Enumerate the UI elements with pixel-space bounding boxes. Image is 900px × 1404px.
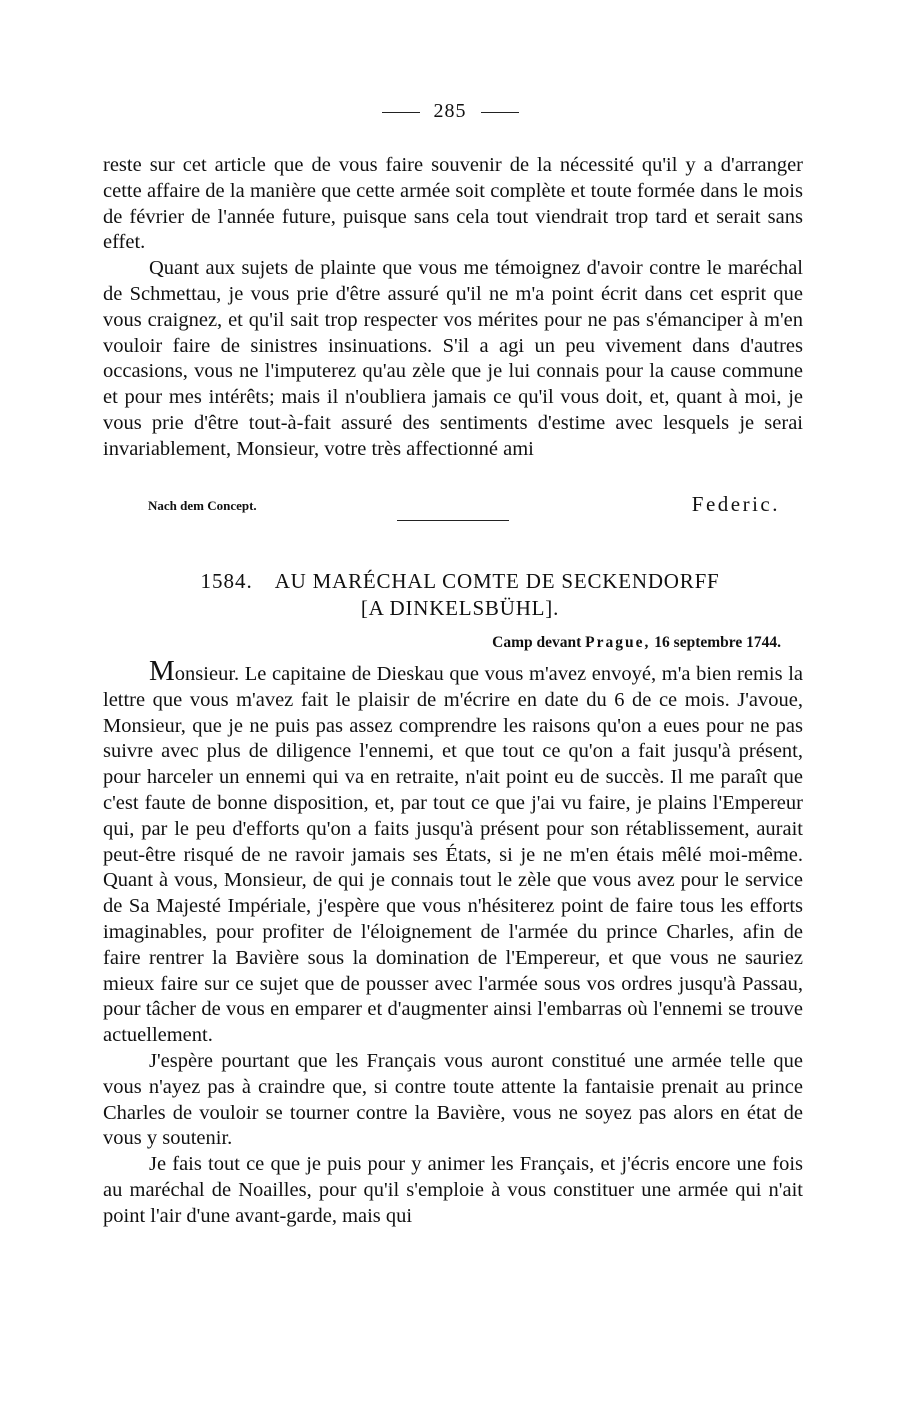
- letter-number: 1584.: [200, 569, 253, 593]
- header-dash-left: [382, 112, 420, 113]
- dateline-date: 16 septembre 1744.: [654, 634, 781, 651]
- section-divider: [397, 520, 509, 521]
- letter-paragraph-3: Je fais tout ce que je puis pour y animer les Français, et j'écris encore une fois au maréchal de Noailles, pour qu'il s'emploie à vous constituer une armée qui n'ait point l'air d'une avant-garde, mais qui: [103, 1153, 803, 1227]
- letter-paragraph-2: J'espère pourtant que les Français vous auront constitué une armée telle que vous n'ayez pas à craindre que, si contre toute attente la fantaisie prenait au prince Charles de vouloir se tourner contre la Bavière, vous ne soyez pas alors en état de vous y soutenir.: [103, 1049, 803, 1150]
- letter-heading: [100, 568, 820, 622]
- letter-paragraph-1: [103, 655, 804, 1049]
- letter-body: [103, 655, 804, 1230]
- salutation-rest: onsieur.: [174, 663, 240, 685]
- source-note: Nach dem Concept.: [148, 498, 257, 513]
- salutation-initial: M: [149, 655, 175, 687]
- previous-letter-text: [103, 153, 803, 463]
- page-number: 285: [433, 100, 467, 122]
- signature: Federic.: [691, 492, 780, 516]
- signature-line: [148, 492, 780, 522]
- opening-paragraph: reste sur cet article que de vous faire souvenir de la nécessité qu'il y a d'arranger cette affaire de la manière que cette armée soit complète et toute formée dans le mois de février de l'année future, puisque sans cela tout viendrait trop tard et serait sans effet.: [103, 154, 803, 254]
- letter-heading-line2: [A DINKELSBÜHL].: [360, 596, 560, 620]
- dateline-place: Prague,: [585, 634, 651, 651]
- letter-heading-line1: [100, 568, 820, 595]
- letter-paragraph-1-text: Le capitaine de Dieskau que vous m'avez envoyé, m'a bien remis la lettre que vous m'avez fait le plaisir de m'écrire en date du 6 de ce mois. J'avoue, Monsieur, que je ne puis pas assez comprendre les raisons qu'on a eues pour ne pas suivre avec plus de diligence l'ennemi, et que tout ce qu'on a fait jusqu'à présent, pour harceler un ennemi qui va en retraite, n'ait point eu de succès. Il me paraît que c'est faute de bonne disposition, et, par tout ce que j'ai vu faire, je plains l'Empereur qui, par le peu d'efforts qu'on a faits jusqu'à présent pour son rétablissement, aurait peut-être risqué de ne ravoir jamais ses États, si je ne m'en étais mêlé moi-même. Quant à vous, Monsieur, de qui je connais tout le zèle que vous avez pour le service de Sa Majesté Impériale, j'espère que vous n'hésiterez point de faire tous les efforts imaginables, pour profiter de l'éloignement de l'armée du prince Charles, afin de faire rentrer la Bavière sous la domination de l'Empereur, et que vous ne sauriez mieux faire sur ce sujet que de pousser avec l'armée sous vos ordres jusqu'à Passau, pour tâcher de vous en emparer et d'augmenter ainsi l'embarras où l'ennemi se trouve actuellement.: [103, 663, 804, 1047]
- page-number-header: [0, 100, 900, 123]
- header-dash-right: [481, 112, 519, 113]
- closing-paragraph: Quant aux sujets de plainte que vous me témoignez d'avoir contre le maréchal de Schmettau, je vous prie d'être assuré qu'il ne m'a point écrit dans cet esprit que vous craignez, et qu'il sait trop respecter vos mérites pour ne pas s'émanciper à m'en vouloir faire de sinistres insinuations. S'il a agi un peu vivement dans d'autres occasions, vous ne l'imputerez qu'au zèle que je lui connais pour la cause commune et pour mes intérêts; mais il n'oubliera jamais ce qu'il vous doit, et, quant à moi, je vous prie d'être tout-à-fait assuré des sentiments d'estime avec lesquels je serai invariablement, Monsieur, votre très affectionné ami: [103, 257, 803, 460]
- letter-addressee: AU MARÉCHAL COMTE DE SECKENDORFF: [274, 569, 720, 593]
- dateline: [100, 634, 781, 652]
- dateline-prefix: Camp devant: [492, 634, 582, 651]
